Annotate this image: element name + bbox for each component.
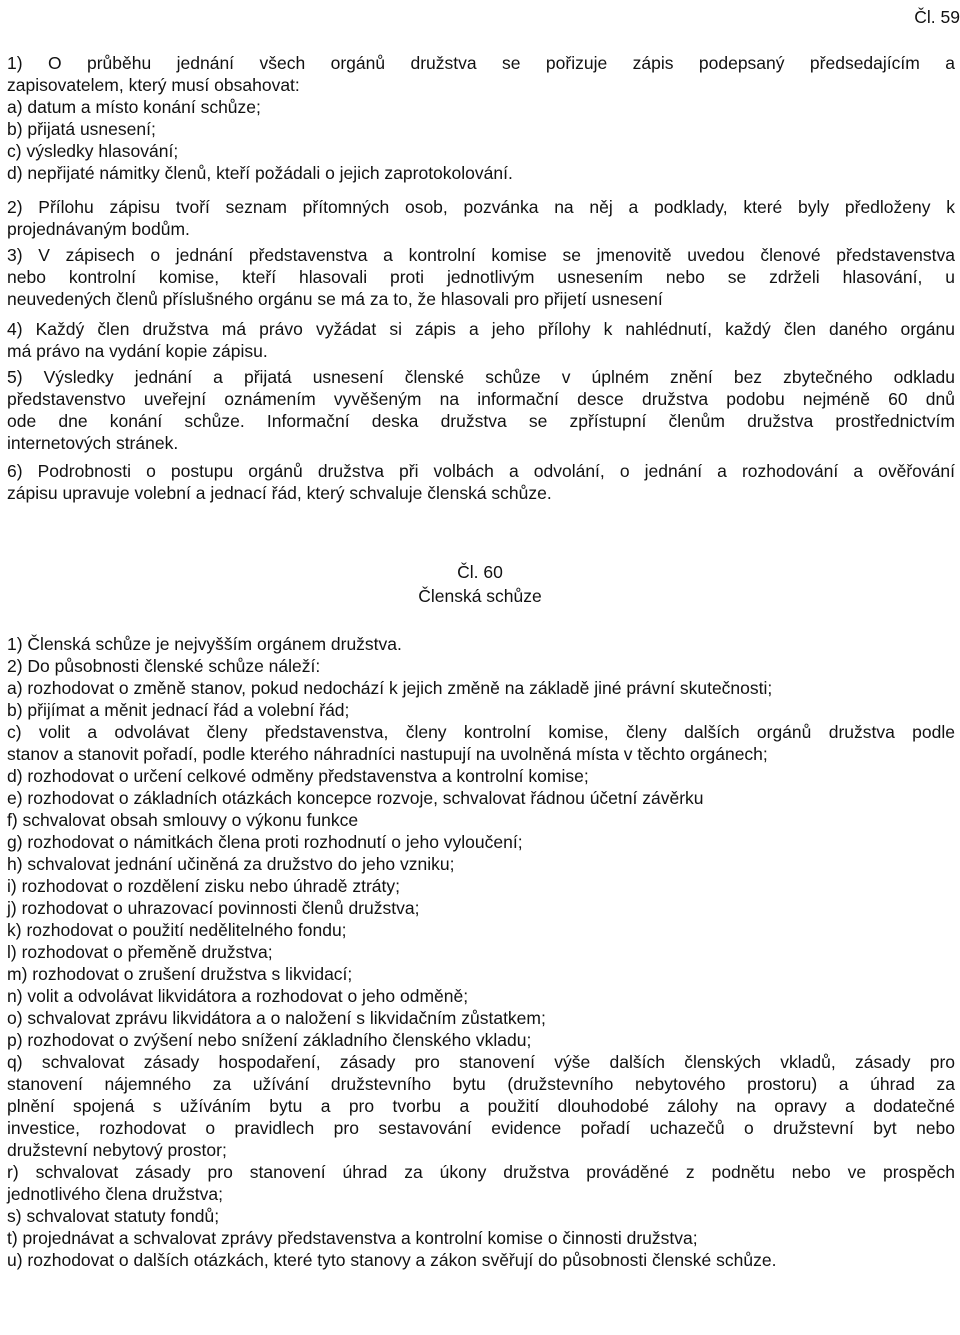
article-59-paragraph-1 — [7, 52, 955, 184]
text-line: 5) Výsledky jednání a přijatá usnesení členské schůze v úplném znění bez zbytečného odkladu — [7, 367, 955, 387]
text-line: 1) Členská schůze je nejvyšším orgánem družstva. — [7, 634, 402, 654]
text-line: a) datum a místo konání schůze; — [7, 97, 261, 117]
text-line: 2) Do působnosti členské schůze náleží: — [7, 656, 321, 676]
text-line: má právo na vydání kopie zápisu. — [7, 341, 268, 361]
article-60-heading: Čl. 60 — [457, 562, 503, 582]
text-line: b) přijímat a měnit jednací řád a volební řád; — [7, 700, 350, 720]
text-line: m) rozhodovat o zrušení družstva s likvidací; — [7, 964, 353, 984]
text-line: investice, rozhodovat o pravidlech pro sestavování evidence pořadí uchazečů o družstevní byt nebo — [7, 1118, 955, 1138]
article-59-paragraph-2 — [7, 196, 955, 240]
text-line: stanov a stanovit pořadí, podle kterého náhradníci nastupují na uvolněná místa v těchto orgánech; — [7, 744, 768, 764]
text-line: c) výsledky hlasování; — [7, 141, 179, 161]
text-line: o) schvalovat zprávu likvidátora a o naložení s likvidačním zůstatkem; — [7, 1008, 546, 1028]
text-line: n) volit a odvolávat likvidátora a rozhodovat o jeho odměně; — [7, 986, 469, 1006]
text-line: nebo kontrolní komise, kteří hlasovali proti jednotlivým usnesením nebo se zdrželi hlasování, u — [7, 267, 955, 287]
article-60-subheading: Členská schůze — [418, 586, 542, 606]
text-line: p) rozhodovat o zvýšení nebo snížení základního členského vkladu; — [7, 1030, 532, 1050]
text-line: d) nepřijaté námitky členů, kteří požádali o jejich zaprotokolování. — [7, 163, 513, 183]
text-line: e) rozhodovat o základních otázkách koncepce rozvoje, schvalovat řádnou účetní závěrku — [7, 788, 704, 808]
text-line: internetových stránek. — [7, 433, 179, 453]
article-59-paragraph-5 — [7, 366, 955, 454]
text-line: 1) O průběhu jednání všech orgánů družstva se pořizuje zápis podepsaný předsedajícím a — [7, 53, 955, 73]
text-line: zapisovatelem, který musí obsahovat: — [7, 75, 300, 95]
text-line: g) rozhodovat o námitkách člena proti rozhodnutí o jeho vyloučení; — [7, 832, 523, 852]
text-line: a) rozhodovat o změně stanov, pokud nedochází k jejich změně na základě jiné právní skutečnosti; — [7, 678, 773, 698]
text-line: u) rozhodovat o dalších otázkách, které tyto stanovy a zákon svěřují do působnosti členské schůze. — [7, 1250, 777, 1270]
text-line: f) schvalovat obsah smlouvy o výkonu funkce — [7, 810, 359, 830]
text-line: d) rozhodovat o určení celkové odměny představenstva a kontrolní komise; — [7, 766, 589, 786]
text-line: ode dne konání schůze. Informační deska družstva se zpřístupní členům družstva prostřednictvím — [7, 411, 955, 431]
text-line: h) schvalovat jednání učiněná za družstvo do jeho vzniku; — [7, 854, 455, 874]
text-line: neuvedených členů příslušného orgánu se má za to, že hlasovali pro přijetí usnesení — [7, 289, 663, 309]
text-line: b) přijatá usnesení; — [7, 119, 156, 139]
text-line: zápisu upravuje volební a jednací řád, který schvaluje členská schůze. — [7, 483, 552, 503]
text-line: 4) Každý člen družstva má právo vyžádat si zápis a jeho přílohy k nahlédnutí, každý člen daného orgánu — [7, 319, 955, 339]
text-line: 3) V zápisech o jednání představenstva a kontrolní komise se jmenovitě uvedou členové představenstva — [7, 245, 955, 265]
text-line: stanovení nájemného za užívání družstevního bytu (družstevního nebytového prostoru) a úhrad za — [7, 1074, 955, 1094]
text-line: i) rozhodovat o rozdělení zisku nebo úhradě ztráty; — [7, 876, 400, 896]
text-line: s) schvalovat statuty fondů; — [7, 1206, 220, 1226]
text-line: projednávaným bodům. — [7, 219, 190, 239]
article-60-body — [7, 633, 955, 1271]
text-line: k) rozhodovat o použití nedělitelného fondu; — [7, 920, 347, 940]
text-line: představenstvo uveřejní oznámením vyvěšeným na informační desce družstva podobu nejméně 60 dnů — [7, 389, 955, 409]
text-line: družstevní nebytový prostor; — [7, 1140, 227, 1160]
text-line: c) volit a odvolávat členy představenstva, členy kontrolní komise, členy dalších orgánů družstva podle — [7, 722, 955, 742]
text-line: r) schvalovat zásady pro stanovení úhrad za úkony družstva prováděné z podnětu nebo ve prospěch — [7, 1162, 955, 1182]
article-59-paragraph-6 — [7, 460, 955, 504]
text-line: plnění spojená s užíváním bytu a pro tvorbu a použití dlouhodobé zálohy na opravy a dodatečné — [7, 1096, 955, 1116]
article-59-paragraph-4 — [7, 318, 955, 362]
article-59-heading: Čl. 59 — [914, 7, 960, 27]
text-line: q) schvalovat zásady hospodaření, zásady pro stanovení výše dalších členských vkladů, zásady pro — [7, 1052, 955, 1072]
text-line: 2) Přílohu zápisu tvoří seznam přítomných osob, pozvánka na něj a podklady, které byly předloženy k — [7, 197, 955, 217]
article-59-paragraph-3 — [7, 244, 955, 310]
text-line: 6) Podrobnosti o postupu orgánů družstva při volbách a odvolání, o jednání a rozhodování a ověřování — [7, 461, 955, 481]
text-line: l) rozhodovat o přeměně družstva; — [7, 942, 273, 962]
text-line: t) projednávat a schvalovat zprávy představenstva a kontrolní komise o činnosti družstva; — [7, 1228, 698, 1248]
text-line: jednotlivého člena družstva; — [7, 1184, 223, 1204]
text-line: j) rozhodovat o uhrazovací povinnosti členů družstva; — [7, 898, 420, 918]
